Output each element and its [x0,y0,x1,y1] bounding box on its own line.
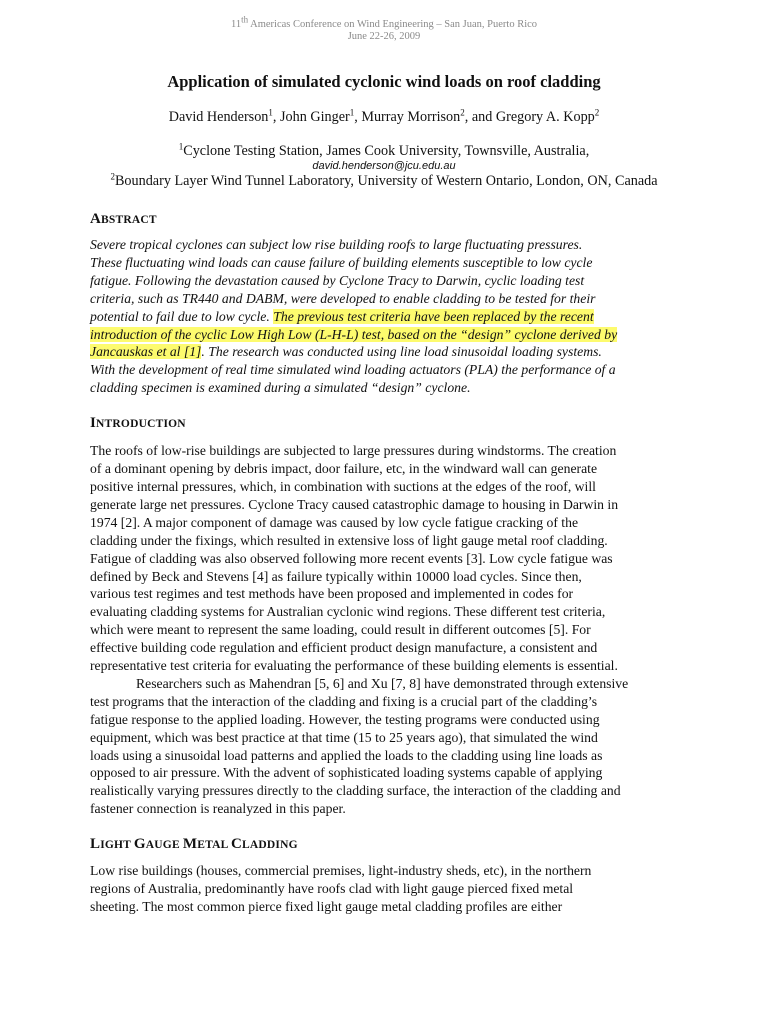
text-line: opposed to air pressure. With the advent of sophisticated loading systems capable of applying [90,765,603,781]
text-line: Fatigue of cladding was also observed following more recent events [3]. Low cycle fatigue was [90,550,613,566]
text-line: test programs that the interaction of the cladding and fixing is a crucial part of the cladding’s [90,693,598,709]
abstract-line: These fluctuating wind loads can cause failure of building elements susceptible to low cycle [90,254,593,270]
text-line: defined by Beck and Stevens [4] as failure typically within 10000 load cycles. Since then, [90,568,582,584]
author: Gregory A. Kopp$^2$ [495,107,600,125]
text-line: sheeting. The most common pierce fixed light gauge metal cladding profiles are either [90,899,563,914]
text-line: generate large net pressures. Cyclone Tracy caused catastrophic damage to housing in Darwin in [90,496,619,512]
light-gauge-metal-cladding-paragraph [90,862,678,916]
text-line: The roofs of low-rise buildings are subjected to large pressures during windstorms. The creation [90,443,617,459]
abstract-line: criteria, such as TR440 and DABM, were developed to enable cladding to be tested for their [90,290,596,306]
affiliation-2: $^2$Boundary Layer Wind Tunnel Laboratory, University of Western Ontario, London, ON, Canada [110,171,658,189]
conference-line-2: June 22-26, 2009 [347,31,421,42]
text-line: fastener connection is reanalyzed in this paper. [90,801,346,817]
author-email: david.henderson@jcu.edu.au [312,160,456,172]
abstract-line: Severe tropical cyclones can subject low rise building roofs to large fluctuating pressures. [90,237,583,252]
text-line: Low rise buildings (houses, commercial premises, light-industry sheds, etc), in the northern [90,863,592,879]
author: Murray Morrison$^2$, and [361,107,496,125]
conference-line-1: 11th Americas Conference on Wind Engineering – San Juan, Puerto Rico [230,14,538,30]
text-line: loads using a sinusoidal load patterns and applied the loads to the cladding using line loads as [90,747,603,763]
abstract-line: With the development of real time simulated wind loading actuators (PLA) the performance of a [90,362,616,378]
text-line: various test regimes and test methods have been proposed and implemented in codes for [90,586,574,602]
text-line: 1974 [2]. A major component of damage was caused by low cycle fatigue cracking of the [90,514,579,530]
text-line: realistically varying pressures directly to the cladding surface, the interaction of the cladding and [90,783,621,799]
highlighted-text: introduction of the cyclic Low High Low (L-H-L) test, based on the “design” cyclone derived by [90,326,618,342]
paper-title: Application of simulated cyclonic wind loads on roof cladding [167,72,601,91]
text-line: which were meant to represent the same loading, could result in different outcomes [5]. For [90,622,591,638]
text-line: cladding under the fixings, which resulted in extensive loss of light gauge metal roof cladding. [90,532,608,548]
light-gauge-metal-cladding-heading: LIGHT GAUGE METAL CLADDING [90,836,298,853]
author-list [90,108,678,126]
affiliation-1: $^1$Cyclone Testing Station, James Cook University, Townsville, Australia, [178,141,590,159]
abstract-line: Jancauskas et al [1]. The research was conducted using line load sinusoidal loading systems. [90,344,602,360]
abstract-heading: ABSTRACT [90,211,157,227]
text-line: equipment, which was best practice at that time (15 to 25 years ago), that simulated the wind [90,729,598,745]
abstract-line: fatigue. Following the devastation caused by Cyclone Tracy to Darwin, cyclic loading test [90,272,585,288]
text-line: Researchers such as Mahendran [5, 6] and Xu [7, 8] have demonstrated through extensive [136,675,629,691]
abstract-line: cladding specimen is examined during a simulated “design” cyclone. [90,380,471,396]
text-line: of a dominant opening by debris impact, door failure, etc, in the windward wall can generate [90,461,598,477]
introduction-heading: INTRODUCTION [90,415,186,432]
text-line: fatigue response to the applied loading. However, the testing programs were conducted using [90,711,600,727]
author: John Ginger$^1$, [279,107,362,125]
text-line: effective building code regulation and efficient product design manufacture, a consistent and [90,640,598,656]
abstract-line [90,326,678,344]
introduction-paragraph-1 [90,442,678,675]
text-line: evaluating cladding systems for Australian cyclonic wind regions. These different test criteria, [90,604,606,620]
conference-header [90,0,678,43]
text-line: regions of Australia, predominantly have roofs clad with light gauge pierced fixed metal [90,881,574,897]
introduction-paragraph-2 [90,675,678,818]
highlighted-text: Jancauskas et al [1] [90,344,202,360]
highlighted-text: The previous test criteria have been replaced by the recent [273,308,594,324]
text-line: positive internal pressures, which, in combination with suctions at the edges of the roof, will [90,478,596,494]
abstract-line: potential to fail due to low cycle. The previous test criteria have been replaced by the recent [90,308,594,324]
author: David Henderson$^1$, [168,107,280,125]
abstract-body [90,236,678,397]
text-line: representative test criteria for evaluating the performance of these building elements is essential. [90,658,618,674]
